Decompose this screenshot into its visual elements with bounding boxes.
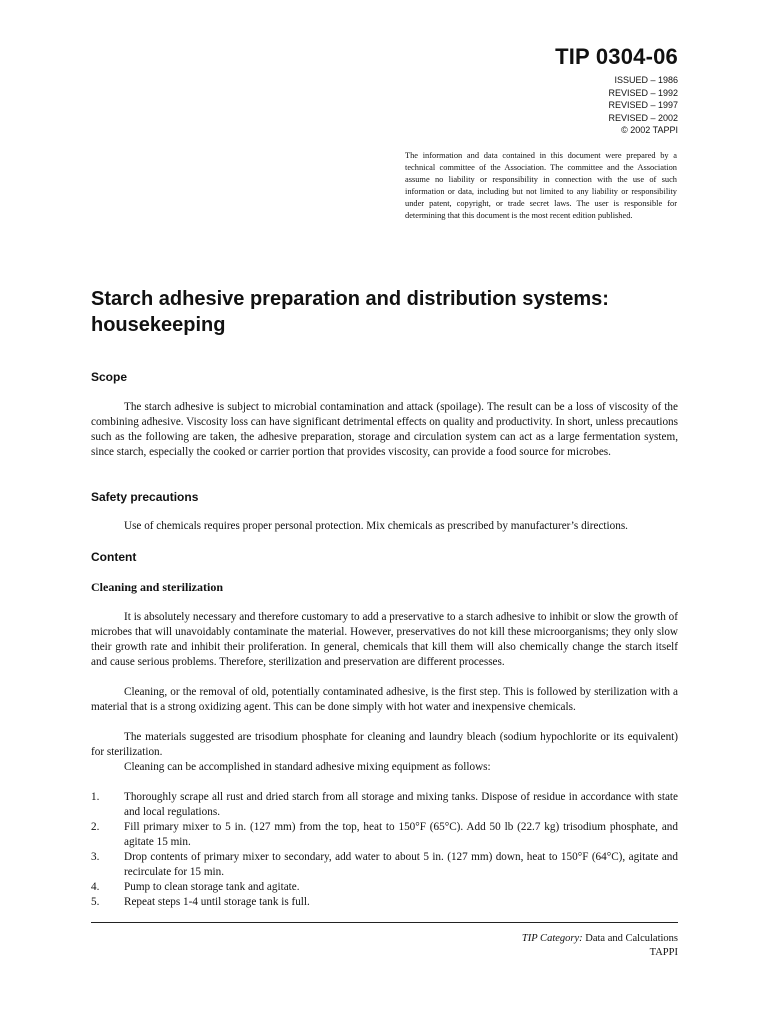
step-number: 5. (91, 896, 100, 908)
step-text: Thoroughly scrape all rust and dried starch from all storage and mixing tanks. Dispose of residue in accordance with state and local regulations. (124, 791, 678, 818)
page-footer (522, 932, 678, 960)
body-paragraph: Cleaning, or the removal of old, potentially contaminated adhesive, is the first step. This is followed by sterilization with a material that is a strong oxidizing agent. This can be done simply with hot water and inexpensive chemicals. (91, 686, 678, 713)
safety-paragraph: Use of chemicals requires proper personal protection. Mix chemicals as prescribed by manufacturer’s directions. (124, 520, 628, 532)
list-item (91, 895, 678, 910)
list-item (91, 850, 678, 880)
step-text: Pump to clean storage tank and agitate. (124, 881, 300, 893)
document-title: Starch adhesive preparation and distribution systems: housekeeping (91, 288, 609, 336)
history-line: REVISED – 1997 (608, 100, 678, 110)
list-item (91, 820, 678, 850)
content-heading: Content (91, 550, 137, 564)
footer-divider (91, 922, 678, 923)
cleaning-steps-list (91, 790, 678, 910)
footer-category (522, 932, 678, 946)
history-line: ISSUED – 1986 (614, 75, 678, 85)
body-paragraph: Cleaning can be accomplished in standard adhesive mixing equipment as follows: (124, 761, 491, 773)
tip-number: TIP 0304-06 (555, 44, 678, 69)
history-line: REVISED – 1992 (608, 87, 678, 98)
list-item (91, 880, 678, 895)
step-number: 1. (91, 791, 100, 803)
history-line: REVISED – 2002 (608, 112, 678, 123)
category-label: TIP Category: (521, 933, 583, 944)
scope-paragraph: The starch adhesive is subject to microbial contamination and attack (spoilage). The result can be a loss of viscosity of the combining adhesive. Viscosity loss can have significant detrimental effects on quality and productivity. In short, unless precautions such as the following are taken, the adhesive preparation, storage and circulation system can act as a large fermentation system, since starch, especially the cooked or carrier portion that provides viscosity, can provide a food source for microbes. (91, 401, 678, 458)
step-number: 3. (91, 851, 100, 863)
body-paragraph: It is absolutely necessary and therefore customary to add a preservative to a starch adhesive to inhibit or slow the growth of microbes that will unavoidably contaminate the material. However, preservatives do not kill these microorganisms; they only slow their growth rate and inhibit their proliferation. In general, chemicals that kill them will also chemically change the starch itself and cause serious problems. Therefore, sterilization and preservation are different processes. (91, 611, 678, 668)
step-number: 4. (91, 881, 100, 893)
list-item (91, 790, 678, 820)
step-text: Drop contents of primary mixer to secondary, add water to about 5 in. (127 mm) down, heat to 150°F (64°C), agitate and recirculate for 15 min. (124, 851, 678, 878)
safety-heading: Safety precautions (91, 490, 199, 504)
category-value: Data and Calculations (585, 933, 678, 944)
copyright-line: © 2002 TAPPI (621, 125, 678, 135)
step-text: Fill primary mixer to 5 in. (127 mm) from the top, heat to 150°F (65°C). Add 50 lb (22.7 kg) trisodium phosphate, and agitate 15 min. (124, 821, 678, 848)
disclaimer-text: The information and data contained in this document were prepared by a technical committee of the Association. The committee and the Association assume no liability or responsibility in connection with the use of such information or data, including but not limited to any liability or responsibility under patent, copyright, or trade secret laws. The user is responsible for determining that this document is the most recent edition published. (405, 151, 677, 220)
scope-heading: Scope (91, 370, 128, 384)
tip-header (555, 44, 678, 137)
footer-org: TAPPI (649, 947, 678, 958)
step-number: 2. (91, 821, 100, 833)
revision-history (555, 74, 678, 137)
step-text: Repeat steps 1-4 until storage tank is full. (124, 896, 310, 908)
cleaning-subheading: Cleaning and sterilization (91, 580, 224, 594)
body-paragraph: The materials suggested are trisodium phosphate for cleaning and laundry bleach (sodium hypochlorite or its equivalent) for sterilization. (91, 731, 678, 758)
